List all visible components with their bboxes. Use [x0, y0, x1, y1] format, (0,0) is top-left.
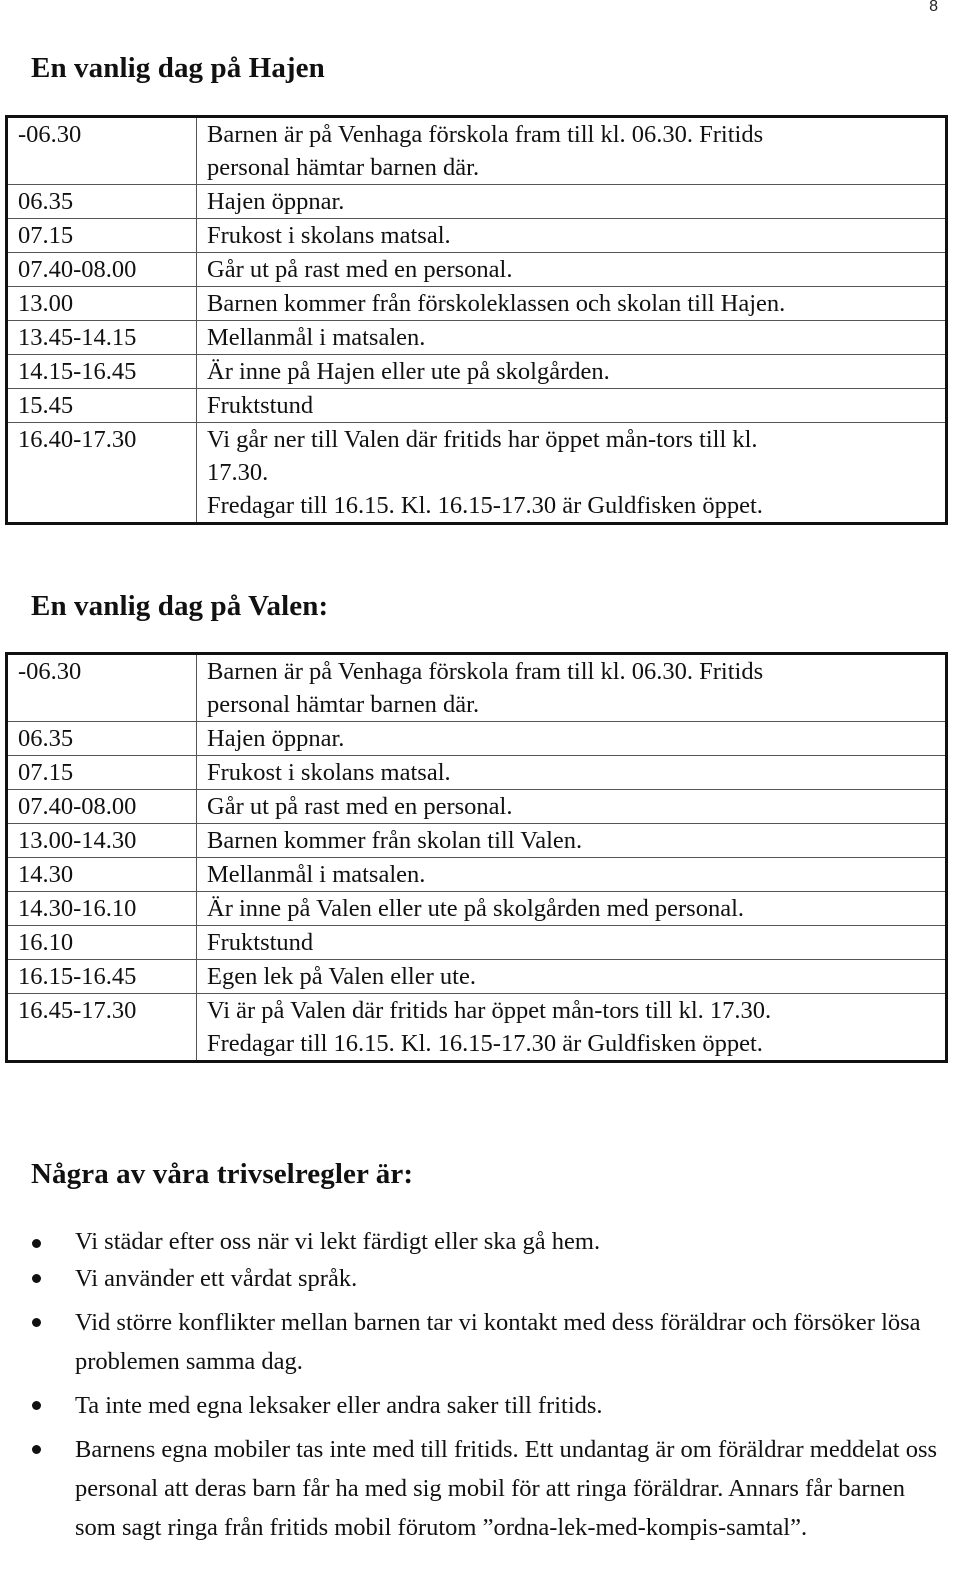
- activity-line: Barnen kommer från förskoleklassen och skolan till Hajen.: [207, 290, 786, 317]
- schedule-row: [7, 389, 947, 423]
- schedule-row: [7, 321, 947, 355]
- activity-line: Barnen är på Venhaga förskola fram till kl. 06.30. Fritids: [207, 121, 764, 148]
- page-number: 8: [929, 0, 938, 15]
- schedule-row: [7, 287, 947, 321]
- schedule-activity: [197, 355, 947, 389]
- schedule-activity: [197, 858, 947, 892]
- schedule-row: [7, 960, 947, 994]
- activity-line: Hajen öppnar.: [207, 725, 345, 752]
- schedule-row: [7, 926, 947, 960]
- bullet-icon: [32, 1401, 41, 1410]
- rule-text: Vi använder ett vårdat språk.: [75, 1265, 358, 1292]
- schedule-activity: [197, 994, 947, 1062]
- schedule-row: [7, 756, 947, 790]
- activity-line: Går ut på rast med en personal.: [207, 256, 513, 283]
- schedule-time: 07.15: [7, 219, 197, 253]
- rule-text: Vid större konflikter mellan barnen tar vi kontakt med dess föräldrar och försöker lösa problemen samma dag.: [75, 1309, 921, 1375]
- rule-item: [0, 1303, 940, 1381]
- activity-line: personal hämtar barnen där.: [207, 154, 480, 181]
- activity-line: Fredagar till 16.15. Kl. 16.15-17.30 är Guldfisken öppet.: [207, 1030, 763, 1057]
- activity-line: Hajen öppnar.: [207, 188, 345, 215]
- activity-line: 17.30.: [207, 459, 269, 486]
- activity-line: Frukost i skolans matsal.: [207, 759, 451, 786]
- bullet-icon: [32, 1274, 41, 1283]
- schedule-activity: [197, 654, 947, 722]
- schedule-row: [7, 858, 947, 892]
- schedule-row: [7, 790, 947, 824]
- valen-schedule-table: [5, 652, 948, 1063]
- activity-line: Fruktstund: [207, 392, 314, 419]
- rule-item: [0, 1224, 940, 1259]
- schedule-time: 06.35: [7, 185, 197, 219]
- hajen-heading: En vanlig dag på Hajen: [31, 52, 325, 84]
- activity-line: Mellanmål i matsalen.: [207, 861, 426, 888]
- schedule-time: 16.15-16.45: [7, 960, 197, 994]
- activity-line: Barnen kommer från skolan till Valen.: [207, 827, 583, 854]
- schedule-activity: [197, 117, 947, 185]
- schedule-time: 14.30: [7, 858, 197, 892]
- schedule-activity: [197, 892, 947, 926]
- schedule-row: [7, 185, 947, 219]
- schedule-row: [7, 423, 947, 524]
- bullet-icon: [32, 1239, 41, 1248]
- activity-line: Vi är på Valen där fritids har öppet mån-tors till kl. 17.30.: [207, 997, 772, 1024]
- schedule-row: [7, 253, 947, 287]
- valen-heading: En vanlig dag på Valen:: [31, 590, 329, 622]
- schedule-activity: [197, 185, 947, 219]
- schedule-time: 13.45-14.15: [7, 321, 197, 355]
- activity-line: Fruktstund: [207, 929, 314, 956]
- rule-item: [0, 1386, 940, 1425]
- schedule-time: 15.45: [7, 389, 197, 423]
- schedule-row: [7, 355, 947, 389]
- activity-line: Går ut på rast med en personal.: [207, 793, 513, 820]
- activity-line: Fredagar till 16.15. Kl. 16.15-17.30 är Guldfisken öppet.: [207, 492, 763, 519]
- rule-item: [0, 1259, 940, 1298]
- rule-text: Vi städar efter oss när vi lekt färdigt eller ska gå hem.: [75, 1228, 601, 1255]
- schedule-time: 07.15: [7, 756, 197, 790]
- schedule-time: 06.35: [7, 722, 197, 756]
- valen-schedule-body: [7, 654, 947, 1062]
- schedule-time: 07.40-08.00: [7, 790, 197, 824]
- schedule-time: 16.40-17.30: [7, 423, 197, 524]
- schedule-activity: [197, 926, 947, 960]
- activity-line: personal hämtar barnen där.: [207, 691, 480, 718]
- rule-text: Barnens egna mobiler tas inte med till fritids. Ett undantag är om föräldrar meddelat oss personal att deras barn får ha med sig mobil för att ringa föräldrar. Annars får barnen som sagt ringa från fritids mobil förutom ”ordna-lek-med-kompis-samtal”.: [75, 1436, 938, 1541]
- bullet-icon: [32, 1318, 41, 1327]
- bullet-icon: [32, 1445, 41, 1454]
- schedule-row: [7, 994, 947, 1062]
- schedule-activity: [197, 824, 947, 858]
- schedule-activity: [197, 790, 947, 824]
- schedule-activity: [197, 219, 947, 253]
- rule-text: Ta inte med egna leksaker eller andra saker till fritids.: [75, 1392, 603, 1419]
- schedule-activity: [197, 253, 947, 287]
- rules-heading: Några av våra trivselregler är:: [31, 1158, 414, 1190]
- schedule-activity: [197, 756, 947, 790]
- schedule-time: -06.30: [7, 117, 197, 185]
- activity-line: Frukost i skolans matsal.: [207, 222, 451, 249]
- activity-line: Egen lek på Valen eller ute.: [207, 963, 476, 990]
- activity-line: Är inne på Hajen eller ute på skolgården.: [207, 358, 610, 385]
- schedule-time: 13.00: [7, 287, 197, 321]
- schedule-activity: [197, 960, 947, 994]
- schedule-time: -06.30: [7, 654, 197, 722]
- rules-list: [0, 1224, 940, 1547]
- schedule-time: 14.30-16.10: [7, 892, 197, 926]
- schedule-activity: [197, 389, 947, 423]
- rule-item: [0, 1430, 940, 1547]
- schedule-time: 16.10: [7, 926, 197, 960]
- schedule-activity: [197, 423, 947, 524]
- activity-line: Är inne på Valen eller ute på skolgården med personal.: [207, 895, 745, 922]
- schedule-time: 07.40-08.00: [7, 253, 197, 287]
- activity-line: Vi går ner till Valen där fritids har öppet mån-tors till kl.: [207, 426, 758, 453]
- schedule-row: [7, 892, 947, 926]
- schedule-row: [7, 654, 947, 722]
- schedule-time: 16.45-17.30: [7, 994, 197, 1062]
- schedule-time: 14.15-16.45: [7, 355, 197, 389]
- schedule-time: 13.00-14.30: [7, 824, 197, 858]
- schedule-row: [7, 219, 947, 253]
- schedule-row: [7, 824, 947, 858]
- hajen-schedule-body: [7, 117, 947, 524]
- schedule-activity: [197, 722, 947, 756]
- schedule-row: [7, 722, 947, 756]
- activity-line: Barnen är på Venhaga förskola fram till kl. 06.30. Fritids: [207, 658, 764, 685]
- hajen-schedule-table: [5, 115, 948, 525]
- activity-line: Mellanmål i matsalen.: [207, 324, 426, 351]
- schedule-activity: [197, 287, 947, 321]
- schedule-row: [7, 117, 947, 185]
- schedule-activity: [197, 321, 947, 355]
